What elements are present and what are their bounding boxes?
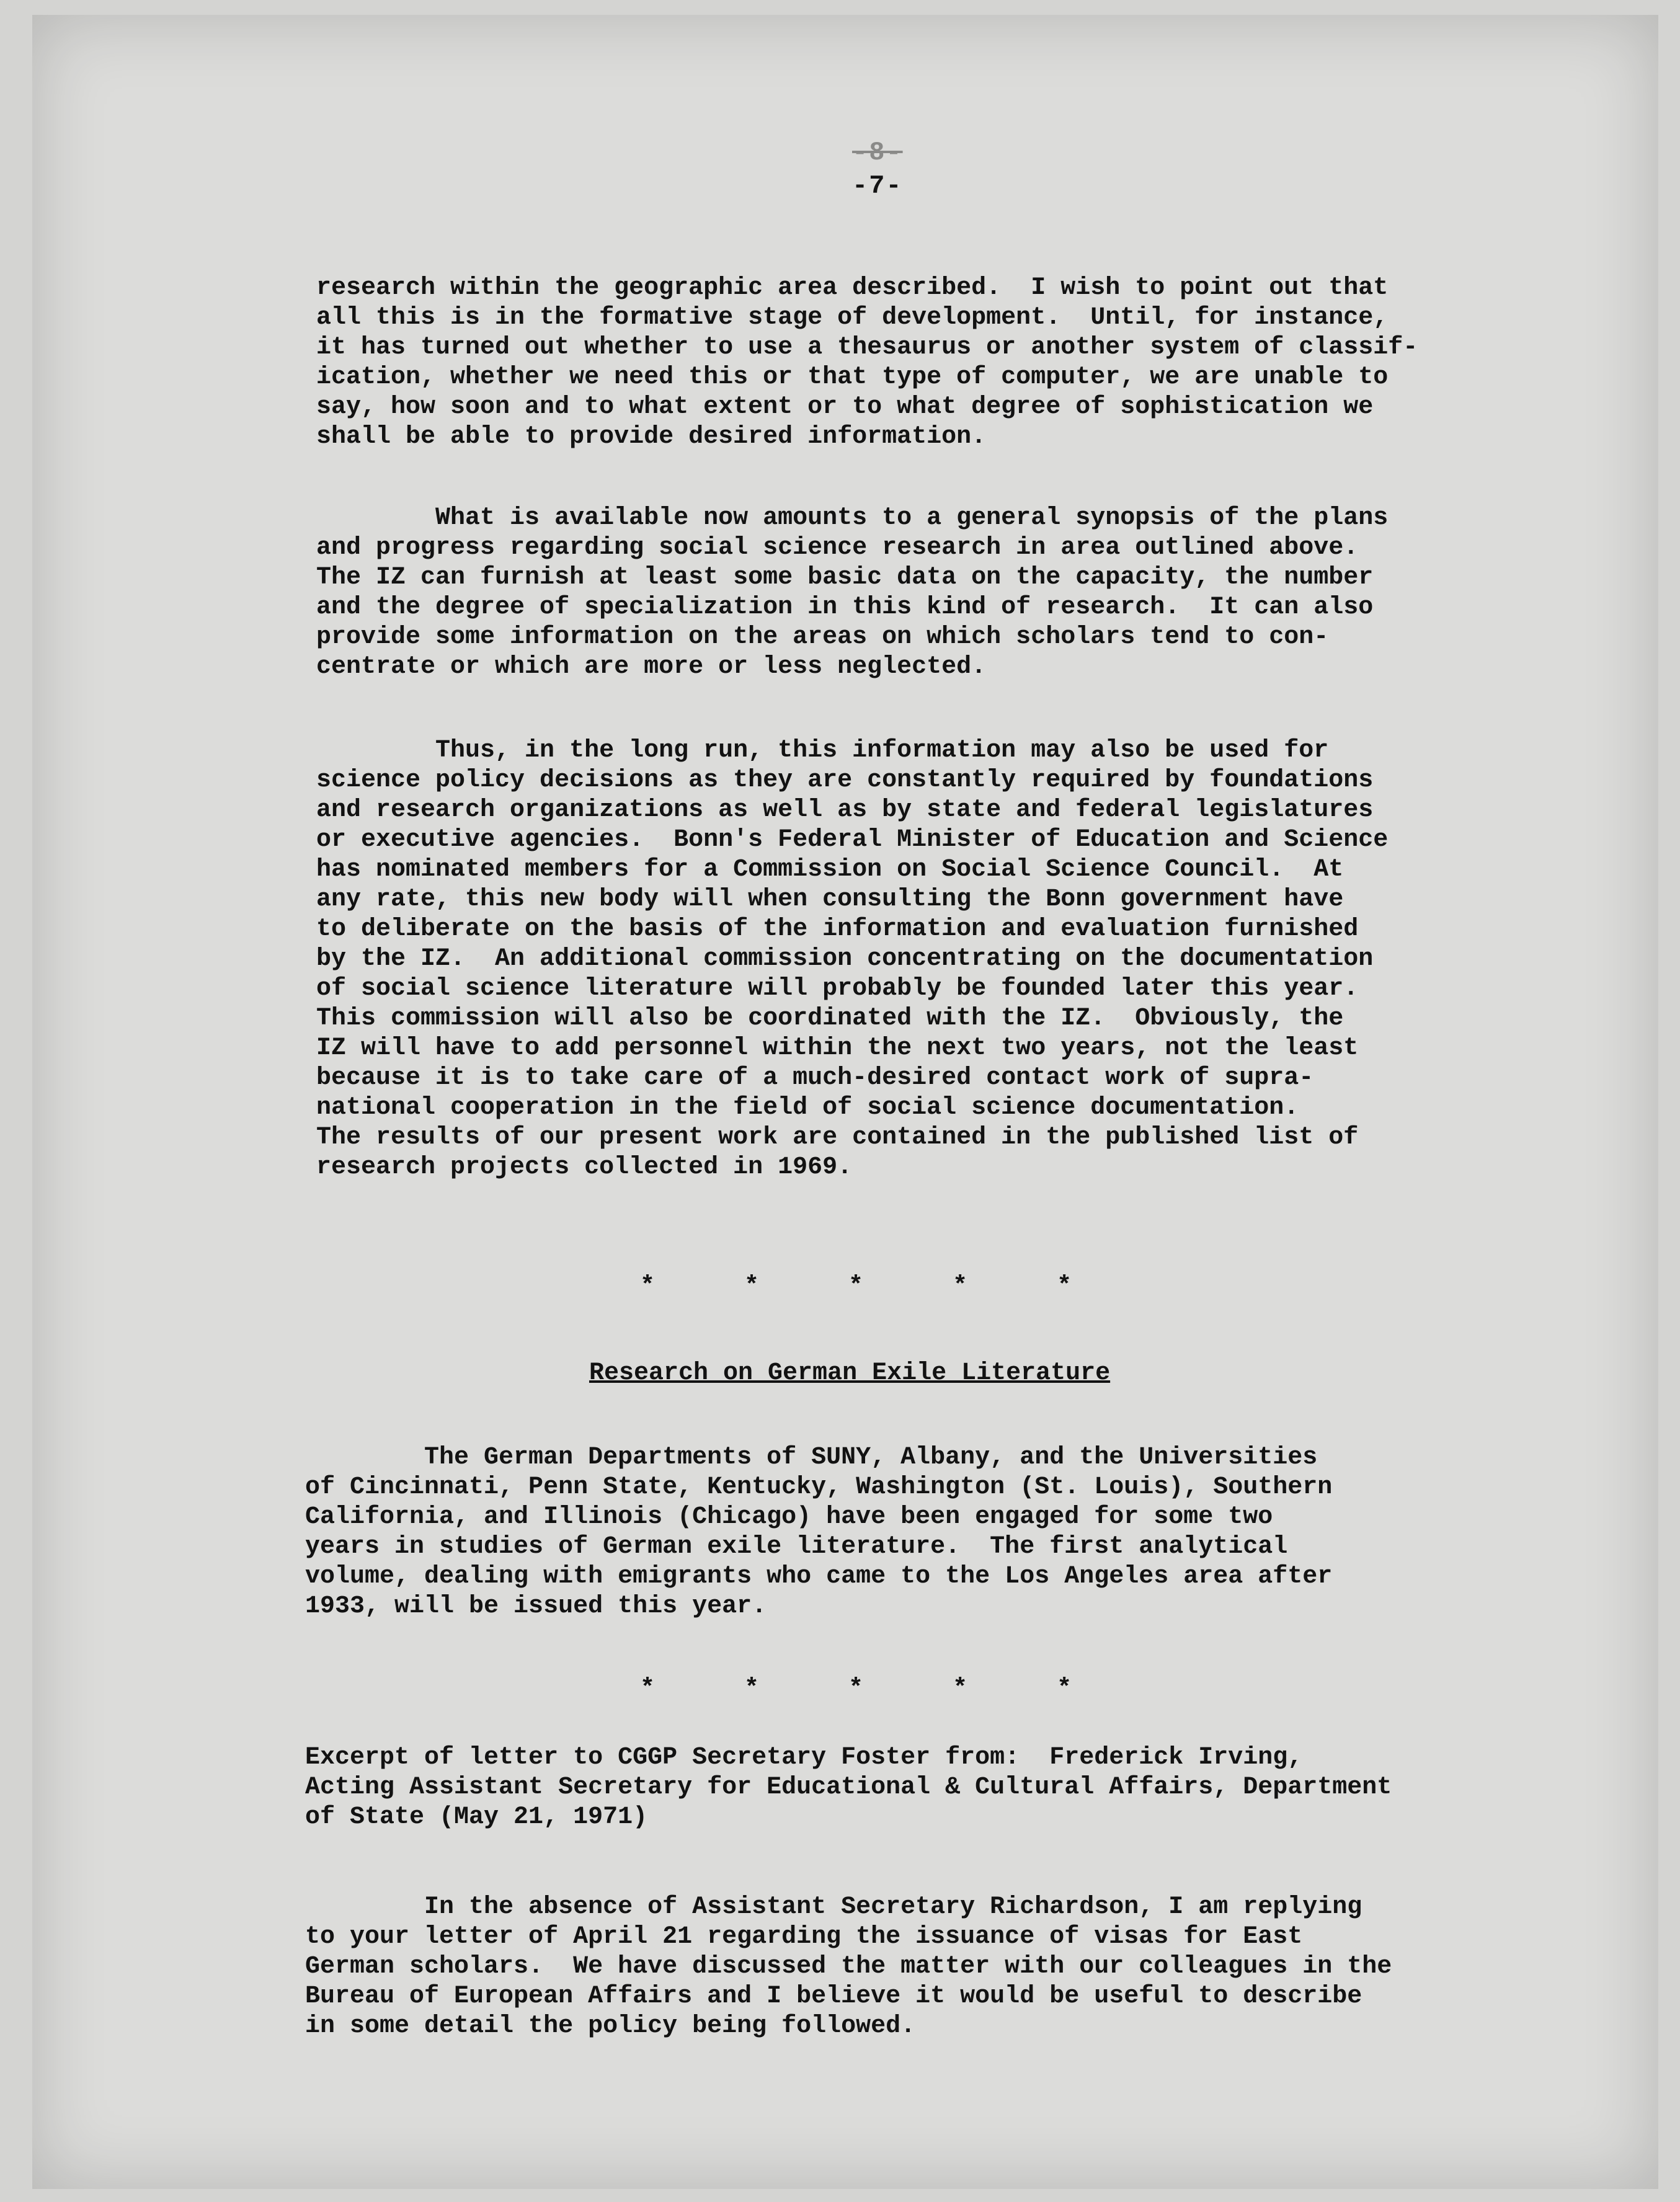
text-line: all this is in the formative stage of development. Until, for instance, [316,304,1389,332]
text-line: and progress regarding social science research in area outlined above. [316,534,1359,562]
text-line: years in studies of German exile literature. The first analytical [305,1533,1288,1561]
text-line: or executive agencies. Bonn's Federal Minister of Education and Science [316,826,1389,854]
document-page [32,15,1658,2189]
text-line: Acting Assistant Secretary for Educational & Cultural Affairs, Department [305,1774,1392,1801]
text-line: it has turned out whether to use a thesaurus or another system of classif- [316,334,1418,362]
text-line: of social science literature will probably be founded later this year. [316,975,1359,1003]
text-line: say, how soon and to what extent or to what degree of sophistication we [316,393,1374,421]
text-line: The German Departments of SUNY, Albany, and the Universities [305,1444,1318,1472]
text-line: shall be able to provide desired information. [316,423,987,451]
text-line: This commission will also be coordinated with the IZ. Obviously, the [316,1005,1344,1032]
text-line: California, and Illinois (Chicago) have been engaged for some two [305,1503,1273,1531]
text-line: Thus, in the long run, this information may also be used for [316,737,1329,765]
text-line: any rate, this new body will when consulting the Bonn government have [316,886,1344,913]
text-line: research within the geographic area described. I wish to point out that [316,274,1389,302]
section-separator: * * * * * [640,1272,1072,1300]
text-line: centrate or which are more or less neglected. [316,653,987,681]
text-line: science policy decisions as they are constantly required by foundations [316,766,1374,794]
text-line: What is available now amounts to a general synopsis of the plans [316,504,1389,532]
text-line: research projects collected in 1969. [316,1153,853,1181]
section-separator: * * * * * [640,1675,1072,1703]
text-line: German scholars. We have discussed the matter with our colleagues in the [305,1953,1392,1981]
text-line: The IZ can furnish at least some basic data on the capacity, the number [316,564,1374,592]
text-line: of State (May 21, 1971) [305,1803,648,1831]
text-line: by the IZ. An additional commission concentrating on the documentation [316,945,1374,973]
text-line: ication, whether we need this or that type of computer, we are unable to [316,363,1389,391]
text-line: because it is to take care of a much-desired contact work of supra- [316,1064,1314,1092]
text-line: Bureau of European Affairs and I believe it would be useful to describe [305,1982,1362,2010]
section-heading: Research on German Exile Literature [589,1359,1111,1387]
text-line: Excerpt of letter to CGGP Secretary Foster from: Frederick Irving, [305,1744,1303,1772]
text-line: The results of our present work are contained in the published list of [316,1124,1359,1152]
text-line: volume, dealing with emigrants who came to the Los Angeles area after [305,1563,1333,1591]
text-line: and the degree of specialization in this kind of research. It can also [316,593,1374,621]
text-line: national cooperation in the field of social science documentation. [316,1094,1299,1122]
text-line: to deliberate on the basis of the information and evaluation furnished [316,915,1359,943]
text-line: 1933, will be issued this year. [305,1592,767,1620]
text-line: has nominated members for a Commission on Social Science Council. At [316,856,1344,884]
page-number-struck: -8- [852,138,903,167]
page-number: -7- [852,171,903,201]
text-line: and research organizations as well as by state and federal legislatures [316,796,1374,824]
text-line: In the absence of Assistant Secretary Richardson, I am replying [305,1893,1362,1921]
text-line: in some detail the policy being followed. [305,2012,916,2040]
text-line: to your letter of April 21 regarding the issuance of visas for East [305,1923,1303,1951]
text-line: provide some information on the areas on which scholars tend to con- [316,623,1329,651]
text-line: IZ will have to add personnel within the next two years, not the least [316,1034,1359,1062]
text-line: of Cincinnati, Penn State, Kentucky, Washington (St. Louis), Southern [305,1473,1333,1501]
